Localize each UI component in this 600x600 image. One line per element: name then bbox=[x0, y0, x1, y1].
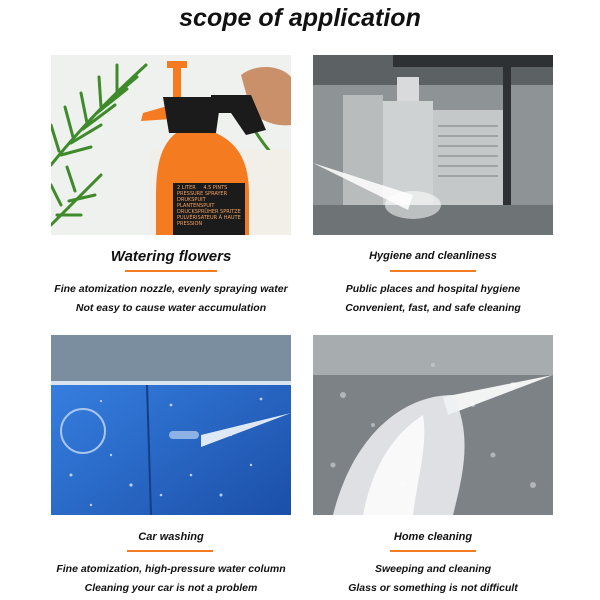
panel-description-home-cleaning bbox=[303, 560, 563, 598]
panel-heading-home-cleaning: Home cleaning bbox=[393, 531, 473, 543]
panel-description-car-washing bbox=[36, 560, 306, 598]
description-line: Fine atomization, high-pressure water column bbox=[56, 563, 286, 575]
panel-heading-hygiene: Hygiene and cleanliness bbox=[369, 250, 497, 262]
hygiene-photo bbox=[313, 55, 553, 235]
bottle-label-line: PRESSION bbox=[177, 221, 203, 227]
description-line: Cleaning your car is not a problem bbox=[84, 582, 258, 594]
page-title: scope of application bbox=[179, 4, 421, 32]
bottle-label-line: PRESSURE SPRAYER bbox=[177, 191, 228, 197]
car-washing-photo bbox=[51, 335, 291, 515]
heading-underline bbox=[125, 270, 217, 272]
description-line: Not easy to cause water accumulation bbox=[75, 302, 267, 314]
description-line: Sweeping and cleaning bbox=[374, 563, 492, 575]
bottle-label-line: 4.5 PINTS bbox=[203, 185, 228, 191]
description-line: Glass or something is not difficult bbox=[348, 582, 518, 594]
bottle-label-line: 2 LITER bbox=[177, 185, 196, 191]
bottle-label-line: DRUCKSPRÜHER SPRITZE bbox=[177, 209, 241, 215]
heading-underline bbox=[390, 550, 476, 552]
bottle-label-line: PULVÉRISATEUR À HAUTE bbox=[177, 215, 241, 221]
description-line: Public places and hospital hygiene bbox=[345, 283, 521, 295]
description-line: Convenient, fast, and safe cleaning bbox=[345, 302, 521, 314]
panel-heading-car-washing: Car washing bbox=[138, 531, 204, 543]
panel-description-watering bbox=[41, 280, 301, 318]
heading-underline bbox=[127, 550, 213, 552]
bottle-label bbox=[177, 185, 243, 227]
panel-heading-watering: Watering flowers bbox=[110, 248, 232, 265]
description-line: Fine atomization nozzle, evenly spraying water bbox=[54, 283, 288, 295]
watering-flowers-photo bbox=[51, 55, 291, 235]
bottle-label-line: DRUKSPUIT PLANTENSPUIT bbox=[177, 197, 215, 209]
heading-underline bbox=[390, 270, 476, 272]
home-cleaning-photo bbox=[313, 335, 553, 515]
panel-description-hygiene bbox=[303, 280, 563, 318]
